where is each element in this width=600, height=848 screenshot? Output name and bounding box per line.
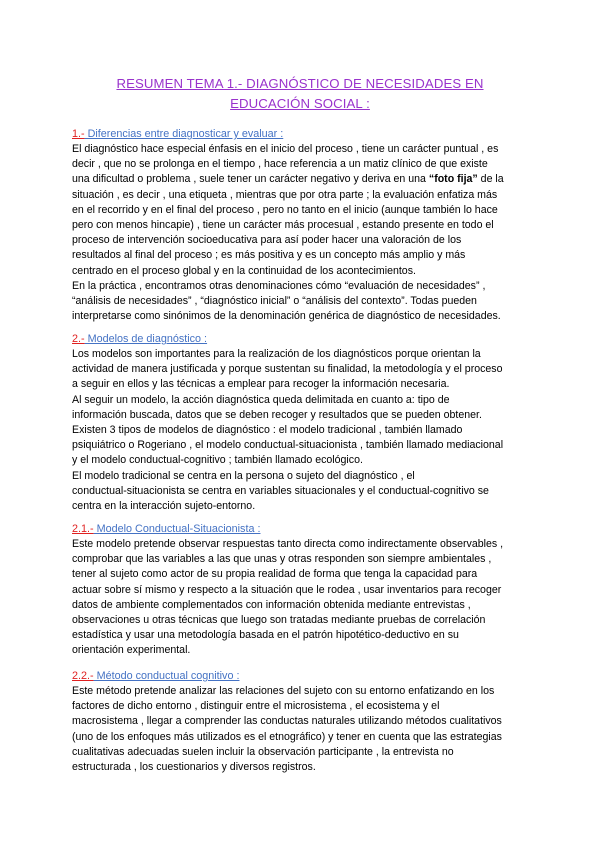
text-line: factores de dicho entorno , distinguir entre el microsistema , el ecosistema y el [72, 700, 440, 713]
section-modelos [72, 332, 532, 514]
title-line-1: RESUMEN TEMA 1.- DIAGNÓSTICO DE NECESIDADES EN [116, 76, 484, 91]
text-line: centrado en el proceso global y en la continuidad de los acontecimientos. [72, 264, 416, 277]
section-number: 2.1.- [72, 523, 94, 535]
text-line: comprobar que las variables a las que unas y otras responden son siempre ambientales , [72, 553, 492, 566]
text-line: cualitativas adecuadas suelen incluir la observación participante , la entrevista no [72, 745, 454, 758]
text-line: “análisis de necesidades” , “diagnóstico inicial” o “análisis del contexto”. Todas pueden [72, 295, 477, 308]
text-line: a seguir en ellos y las técnicas a emplear para recoger la información necesaria. [72, 378, 450, 391]
text-line: situación , es decir , una etiqueta , mientras que por otra parte ; la evaluación enfatiza más [72, 188, 498, 201]
text-line: El diagnóstico hace especial énfasis en el inicio del proceso , tiene un carácter puntual , es [72, 143, 499, 155]
section-number: 2.2.- [72, 670, 94, 682]
document-title [70, 74, 530, 114]
section-number: 1.- [72, 128, 85, 140]
title-line-2: EDUCACIÓN SOCIAL : [230, 96, 370, 111]
text-line: datos de ambiente complementados con información obtenida mediante entrevistas , [72, 598, 471, 611]
text-line: Los modelos son importantes para la realización de los diagnósticos porque orientan la [72, 348, 481, 360]
section-heading [72, 669, 532, 683]
text-line: Este método pretende analizar las relaciones del sujeto con su entorno enfatizando en los [72, 685, 495, 697]
text-line: centra en la interacción sujeto-entorno. [72, 500, 256, 513]
text-line: en el recorrido y en el final del proceso , pero no tanto en el inicio (aunque también lo hace [72, 203, 498, 216]
text-line: conductual-situacionista se centra en variables situacionales y el conductual-cognitivo se [72, 484, 489, 497]
text-line: Este modelo pretende observar respuestas tanto directa como indirectamente observables , [72, 538, 504, 550]
section-conductual-situacionista [72, 522, 532, 659]
emphasis-text: “foto fija” [428, 173, 478, 186]
section-title: Diferencias entre diagnosticar y evaluar : [84, 128, 284, 140]
section-body [72, 684, 532, 775]
section-title: Modelo Conductual-Situacionista : [93, 523, 261, 535]
section-number: 2.- [72, 333, 85, 345]
text-line: resultados al final del proceso ; es más positiva y es un concepto más amplio y más [72, 249, 466, 262]
text-line: En la práctica , encontramos otras denominaciones cómo “evaluación de necesidades” , [72, 279, 486, 292]
text-line: interpretarse como sinónimos de la denominación genérica de diagnóstico de necesidades. [72, 310, 501, 323]
text-line: estadística y usar una metodología basada en el patrón hipotético-deductivo en su [72, 629, 459, 642]
text-line: psiquiátrico o Rogeriano , el modelo conductual-situacionista , también llamado mediacional [72, 439, 504, 452]
text-line: tener al sujeto como actor de su propia realidad de forma que tenga la capacidad para [72, 568, 478, 581]
text-line: observaciones u otras técnicas que luego son tratadas mediante pruebas de correlación [72, 614, 486, 627]
text-line: El modelo tradicional se centra en la persona o sujeto del diagnóstico , el [72, 469, 415, 482]
section-body [72, 537, 532, 659]
section-body [72, 142, 532, 324]
text-line: (uno de los enfoques más utilizados es el etnográfico) y tener en cuenta que las estrategias [72, 730, 502, 743]
text-line [72, 172, 532, 187]
text-line: macrosistema , llegar a comprender las conductas naturales utilizando métodos cualitativos [72, 715, 502, 728]
text-line: Al seguir un modelo, la acción diagnóstica queda delimitada en cuanto a: tipo de [72, 393, 450, 406]
text-line: orientación experimental. [72, 644, 191, 657]
text-line: proceso de intervención socioeducativa para así poder hacer una valoración de los [72, 234, 462, 247]
section-heading [72, 332, 532, 346]
text-line: actividad de manera justificada y porque sustentan su finalidad, la metodología y el proceso [72, 363, 503, 376]
section-title: Modelos de diagnóstico : [84, 333, 208, 345]
section-diferencias [72, 127, 532, 324]
text-line: y el modelo conductual-cognitivo ; también llamado ecológico. [72, 454, 363, 467]
text-line: pero con menos hincapie) , tiene un carácter más procesual , estando presente en todo el [72, 219, 494, 232]
text-line: información buscada, datos que se deben recoger y resultados que se pueden obtener. [72, 408, 482, 421]
text-line: Existen 3 tipos de modelos de diagnóstico : el modelo tradicional , también llamado [72, 424, 463, 437]
section-heading [72, 127, 532, 141]
text-line: decir , que no se prolonga en el tiempo , hace referencia a un matiz clínico de que existe [72, 158, 488, 171]
text-line: actuar sobre sí mismo y respecto a la situación que le rodea , usar inventarios para recoger [72, 583, 502, 596]
section-body [72, 347, 532, 514]
section-conductual-cognitivo [72, 669, 532, 775]
section-title: Método conductual cognitivo : [93, 670, 240, 682]
text-line: estructurada , los cuestionarios y diversos registros. [72, 761, 316, 774]
text-fragment: una dificultad o problema , suele tener un carácter negativo y deriva en una [72, 173, 429, 186]
text-fragment: de la [477, 173, 504, 186]
section-heading [72, 522, 532, 536]
